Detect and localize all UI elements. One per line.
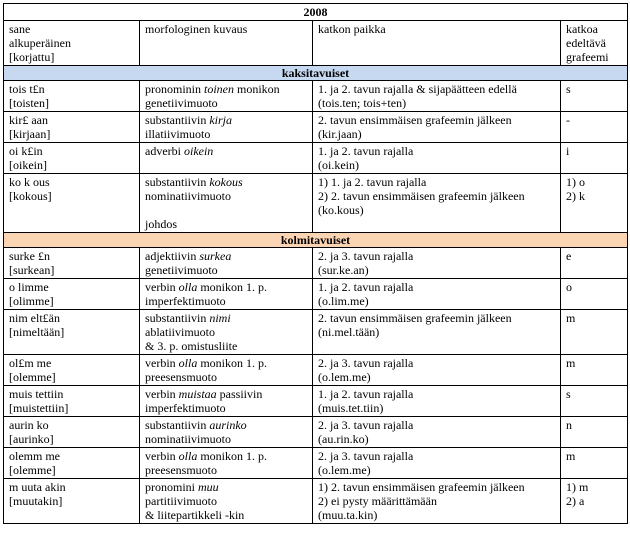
description-text: verbin (145, 449, 179, 463)
morphology-line (145, 449, 308, 463)
break-position-cell (313, 355, 561, 386)
grapheme-line: s (566, 82, 571, 96)
break-position-line: 1. ja 2. tavun rajalla (318, 387, 414, 401)
word-line: surke £n (9, 249, 50, 263)
grapheme-cell (561, 174, 628, 233)
morphology-line (145, 189, 308, 203)
lemma-text: aurinko (209, 418, 247, 432)
morphology-cell (140, 386, 313, 417)
word-line: [oikein] (9, 158, 47, 172)
header-morphology (140, 21, 313, 66)
grapheme-cell (561, 355, 628, 386)
header-grapheme (561, 21, 628, 66)
word-line: [olimme] (9, 294, 54, 308)
description-text: adjektiivin (145, 249, 200, 263)
description-text: genetiivimuoto (145, 96, 218, 110)
table-row (4, 417, 628, 448)
lemma-text: surkea (199, 249, 232, 263)
table-row (4, 310, 628, 355)
grapheme-line: m (566, 311, 576, 325)
table-row (4, 355, 628, 386)
grapheme-line: 2) a (566, 494, 585, 508)
morphology-cell (140, 248, 313, 279)
year-row (4, 4, 628, 21)
break-position-cell (313, 479, 561, 524)
break-position-line: (tois.ten; tois+ten) (318, 96, 407, 110)
break-position-line: (muis.tet.tiin) (318, 401, 384, 415)
break-position-line: (o.lim.me) (318, 294, 369, 308)
word-cell (4, 479, 140, 524)
lemma-text: toinen (204, 82, 234, 96)
break-position-line: 2) 2. tavun ensimmäisen grafeemin jälkeen (318, 189, 525, 203)
break-position-line: (kir.jaan) (318, 127, 362, 141)
description-text: substantiivin (145, 418, 210, 432)
description-text: genetiivimuoto (145, 263, 218, 277)
lemma-text: nimi (209, 311, 231, 325)
morphology-line (145, 480, 308, 494)
description-text: substantiivin (145, 311, 210, 325)
morphology-line (145, 356, 308, 370)
description-text: nominatiivimuoto (145, 189, 231, 203)
header-break-position (313, 21, 561, 66)
morphology-cell (140, 355, 313, 386)
group-header-row (4, 66, 628, 81)
word-line: nim elt£än (9, 311, 60, 325)
morphology-cell (140, 143, 313, 174)
grapheme-line: m (566, 449, 576, 463)
table-row (4, 143, 628, 174)
description-text: pronominin (145, 82, 204, 96)
lemma-text: muistaa (178, 387, 217, 401)
description-text: illatiivimuoto (145, 127, 211, 141)
group-header-row (4, 233, 628, 248)
break-position-cell (313, 417, 561, 448)
grapheme-cell (561, 386, 628, 417)
word-line: [muutakin] (9, 494, 63, 508)
break-position-cell (313, 174, 561, 233)
break-position-line: (au.rin.ko) (318, 432, 369, 446)
break-position-line: 2) ei pysty määrittämään (318, 494, 437, 508)
morphology-cell (140, 448, 313, 479)
word-cell (4, 248, 140, 279)
word-line: [aurinko] (9, 432, 54, 446)
grapheme-cell (561, 279, 628, 310)
break-position-cell (313, 112, 561, 143)
table-body (4, 66, 628, 524)
grapheme-line: 2) k (566, 189, 585, 203)
lemma-text: muu (198, 480, 219, 494)
word-line: [olemme] (9, 463, 56, 477)
break-position-line: (ko.kous) (318, 203, 364, 217)
word-line: muis tettiin (9, 387, 64, 401)
morphology-line (145, 508, 308, 522)
description-text: substantiivin (145, 113, 210, 127)
break-position-line: 1) 2. tavun ensimmäisen grafeemin jälkeen (318, 480, 525, 494)
word-line: aurin ko (9, 418, 49, 432)
header-row (4, 21, 628, 66)
grapheme-line: n (566, 418, 572, 432)
header-line: [korjattu] (9, 50, 55, 64)
morphology-line (145, 463, 308, 477)
description-text: verbin (145, 280, 179, 294)
header-line: sane (9, 22, 31, 36)
grapheme-line: s (566, 387, 571, 401)
lemma-text: kirja (209, 113, 233, 127)
break-position-line: (o.lem.me) (318, 370, 371, 384)
word-line: [toisten] (9, 96, 49, 110)
morphology-line (145, 82, 308, 96)
break-position-line: 1. ja 2. tavun rajalla (318, 144, 414, 158)
header-line: katkon paikka (318, 22, 386, 36)
hyphenation-table (3, 3, 628, 524)
morphology-cell (140, 479, 313, 524)
word-line: ko k ous (9, 175, 50, 189)
morphology-cell (140, 81, 313, 112)
description-text: nominatiivimuoto (145, 432, 231, 446)
word-line: m uuta akin (9, 480, 66, 494)
description-text: imperfektimuoto (145, 401, 226, 415)
word-line: [kokous] (9, 189, 52, 203)
grapheme-line: - (566, 113, 570, 127)
break-position-line: (ni.mel.tään) (318, 325, 380, 339)
header-line: katkoa (566, 22, 598, 36)
morphology-line (145, 432, 308, 446)
morphology-line (145, 96, 308, 110)
word-line: [olemme] (9, 370, 56, 384)
description-text: verbin (145, 387, 179, 401)
morphology-line (145, 249, 308, 263)
word-line: tois t£n (9, 82, 45, 96)
break-position-cell (313, 386, 561, 417)
grapheme-line: i (566, 144, 570, 158)
word-line: ol£m me (9, 356, 52, 370)
morphology-line (145, 325, 308, 339)
description-text: monikon (234, 82, 280, 96)
word-line: oi k£in (9, 144, 43, 158)
table-row (4, 248, 628, 279)
morphology-line (145, 144, 308, 158)
description-text: passiivin (216, 387, 263, 401)
word-cell (4, 310, 140, 355)
header-line: grafeemi (566, 50, 609, 64)
group-title: kaksitavuiset (4, 66, 628, 81)
description-text: & liitepartikkeli -kin (145, 508, 245, 522)
morphology-line (145, 387, 308, 401)
lemma-text: oikein (183, 144, 214, 158)
group-title: kolmitavuiset (4, 233, 628, 248)
break-position-line: 2. ja 3. tavun rajalla (318, 418, 414, 432)
word-line: [muistettiin] (9, 401, 69, 415)
description-text: monikon 1. p. (197, 280, 267, 294)
word-cell (4, 355, 140, 386)
break-position-line: 2. ja 3. tavun rajalla (318, 356, 414, 370)
grapheme-cell (561, 248, 628, 279)
header-word (4, 21, 140, 66)
word-cell (4, 174, 140, 233)
word-cell (4, 386, 140, 417)
morphology-line (145, 494, 308, 508)
description-text: monikon 1. p. (197, 449, 267, 463)
description-text: verbin (145, 356, 179, 370)
lemma-text: olla (178, 356, 198, 370)
description-text: monikon 1. p. (197, 356, 267, 370)
grapheme-line: e (566, 249, 572, 263)
break-position-line: 1) 1. ja 2. tavun rajalla (318, 175, 427, 189)
break-position-cell (313, 143, 561, 174)
grapheme-line: 1) m (566, 480, 589, 494)
morphology-cell (140, 279, 313, 310)
grapheme-cell (561, 81, 628, 112)
morphology-line (145, 263, 308, 277)
morphology-line (145, 175, 308, 189)
break-position-line: 2. ja 3. tavun rajalla (318, 449, 414, 463)
morphology-cell (140, 112, 313, 143)
break-position-line: 2. tavun ensimmäisen grafeemin jälkeen (318, 113, 512, 127)
description-text: partitiivimuoto (145, 494, 217, 508)
morphology-cell (140, 310, 313, 355)
word-line: [nimeltään] (9, 325, 65, 339)
grapheme-cell (561, 448, 628, 479)
description-text: & 3. p. omistusliite (145, 339, 238, 353)
break-position-line: 1. ja 2. tavun rajalla & sijapäätteen edellä (318, 82, 517, 96)
header-line: morfologinen kuvaus (145, 22, 248, 36)
grapheme-line: o (566, 280, 572, 294)
data-table-container (3, 3, 627, 524)
break-position-line: (o.lem.me) (318, 463, 371, 477)
word-cell (4, 143, 140, 174)
year-heading: 2008 (4, 4, 628, 21)
break-position-cell (313, 310, 561, 355)
break-position-line: (oi.kein) (318, 158, 359, 172)
header-line: edeltävä (566, 36, 606, 50)
grapheme-cell (561, 112, 628, 143)
header-line: alkuperäinen (9, 36, 71, 50)
grapheme-cell (561, 143, 628, 174)
word-cell (4, 448, 140, 479)
morphology-line (145, 311, 308, 325)
morphology-line (145, 113, 308, 127)
break-position-line: 2. tavun ensimmäisen grafeemin jälkeen (318, 311, 512, 325)
word-cell (4, 81, 140, 112)
table-row (4, 386, 628, 417)
break-position-line: 1. ja 2. tavun rajalla (318, 280, 414, 294)
description-text: preesensmuoto (145, 463, 217, 477)
description-text: substantiivin (145, 175, 210, 189)
morphology-line (145, 339, 308, 353)
grapheme-line: m (566, 356, 576, 370)
morphology-line (145, 401, 308, 415)
blank-line (145, 203, 308, 217)
break-position-cell (313, 81, 561, 112)
grapheme-cell (561, 417, 628, 448)
word-line: o limme (9, 280, 49, 294)
lemma-text: olla (178, 449, 198, 463)
lemma-text: kokous (209, 175, 243, 189)
word-cell (4, 417, 140, 448)
table-row (4, 479, 628, 524)
description-text: preesensmuoto (145, 370, 217, 384)
break-position-line: (muu.ta.kin) (318, 508, 378, 522)
morphology-line (145, 294, 308, 308)
morphology-line (145, 418, 308, 432)
break-position-line: 2. ja 3. tavun rajalla (318, 249, 414, 263)
grapheme-cell (561, 310, 628, 355)
morphology-cell (140, 417, 313, 448)
description-text: johdos (145, 217, 178, 231)
break-position-cell (313, 279, 561, 310)
grapheme-line: 1) o (566, 175, 585, 189)
word-line: [kirjaan] (9, 127, 51, 141)
word-line: kir£ aan (9, 113, 48, 127)
table-row (4, 279, 628, 310)
break-position-line: (sur.ke.an) (318, 263, 369, 277)
morphology-cell (140, 174, 313, 233)
table-row (4, 112, 628, 143)
table-row (4, 174, 628, 233)
word-line: [surkean] (9, 263, 55, 277)
word-cell (4, 112, 140, 143)
morphology-line (145, 217, 308, 231)
break-position-cell (313, 448, 561, 479)
morphology-line (145, 370, 308, 384)
morphology-line (145, 280, 308, 294)
table-row (4, 448, 628, 479)
grapheme-cell (561, 479, 628, 524)
morphology-line (145, 127, 308, 141)
word-cell (4, 279, 140, 310)
table-row (4, 81, 628, 112)
lemma-text: olla (178, 280, 198, 294)
description-text: pronomini (145, 480, 198, 494)
description-text: imperfektimuoto (145, 294, 226, 308)
word-line: olemm me (9, 449, 60, 463)
break-position-cell (313, 248, 561, 279)
description-text: adverbi (145, 144, 184, 158)
description-text: ablatiivimuoto (145, 325, 215, 339)
